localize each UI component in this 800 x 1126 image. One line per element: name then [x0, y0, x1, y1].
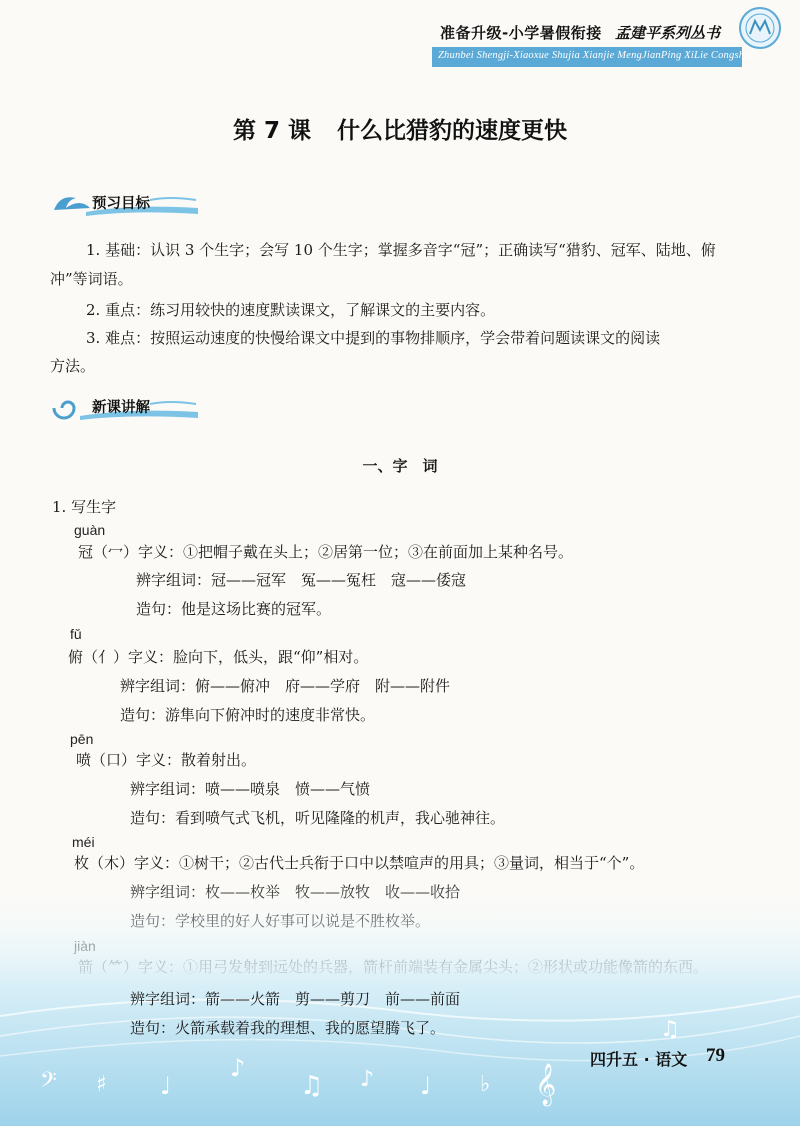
preview-item-1-line2: 冲”等词语。: [50, 270, 133, 288]
char-sentence: 造句：游隼向下俯冲时的速度非常快。: [120, 706, 376, 724]
new-lesson-label: 新课讲解: [92, 400, 150, 416]
char-definition: 俯（亻）字义：脸向下，低头，跟“仰”相对。: [68, 648, 369, 666]
char-definition: 冠（冖）字义：①把帽子戴在头上；②居第一位；③在前面加上某种名号。: [78, 543, 574, 561]
svg-text:♯: ♯: [96, 1072, 107, 1097]
char-definition: 喷（口）字义：散着射出。: [76, 751, 257, 769]
preview-goals-label: 预习目标: [92, 196, 150, 212]
svg-text:♭: ♭: [480, 1072, 491, 1097]
svg-text:♩: ♩: [420, 1072, 432, 1100]
char-pinyin: fǔ: [70, 626, 82, 642]
sub-title: 1. 写生字: [52, 498, 117, 516]
svg-text:𝄢: 𝄢: [40, 1068, 57, 1098]
char-pinyin: pēn: [70, 731, 94, 747]
preview-item-2: 2. 重点：练习用较快的速度默读课文，了解课文的主要内容。: [86, 301, 496, 319]
book-series: 孟建平系列丛书: [615, 24, 721, 42]
svg-text:♪: ♪: [360, 1067, 375, 1092]
preview-item-3-line1: 3. 难点：按照运动速度的快慢给课文中提到的事物排顺序，学会带着问题读课文的阅读: [86, 329, 661, 347]
lesson-number: 第 7 课: [232, 118, 312, 144]
svg-text:♫: ♫: [300, 1071, 324, 1101]
preview-item-3-line2: 方法。: [50, 357, 96, 375]
char-sentence: 造句：看到喷气式飞机，听见隆隆的机声，我心驰神往。: [130, 809, 506, 827]
svg-text:𝄞: 𝄞: [535, 1064, 557, 1105]
char-word-groups: 辨字组词：俯——俯冲 府——学府 附——附件: [120, 677, 451, 695]
char-pinyin: méi: [72, 834, 95, 850]
char-pinyin: guàn: [74, 522, 106, 538]
header-pinyin: Zhunbei Shengji-Xiaoxue Shujia Xianjie MengJianPing XiLie Congshu: [438, 50, 750, 61]
svg-text:♫: ♫: [660, 1017, 680, 1042]
char-word-groups: 辨字组词：喷——喷泉 愤——气愤: [130, 780, 371, 798]
school-logo-icon: [738, 6, 782, 50]
char-sentence: 造句：火箭承载着我的理想、我的愿望腾飞了。: [130, 1019, 446, 1037]
page-number: 79: [706, 1045, 725, 1066]
page-header: [0, 0, 800, 72]
lesson-name: 什么比猎豹的速度更快: [337, 118, 568, 144]
lesson-title: [0, 112, 800, 145]
char-word-groups: 辨字组词：箭——火箭 剪——剪刀 前——前面: [130, 990, 461, 1008]
preview-item-1-line1: 1. 基础：认识 3 个生字；会写 10 个生字；掌握多音字“冠”；正确读写“猎豹、冠军、陆地、俯: [86, 241, 716, 259]
svg-text:♪: ♪: [230, 1054, 246, 1082]
char-sentence: 造句：他是这场比赛的冠军。: [136, 600, 332, 618]
book-title: 准备升级-小学暑假衔接: [440, 24, 602, 42]
grade-subject-label: 四升五 · 语文: [590, 1050, 688, 1069]
char-word-groups: 辨字组词：冠——冠军 冤——冤枉 寇——倭寇: [136, 571, 467, 589]
char-definition: 枚（木）字义：①树干；②古代士兵衔于口中以禁喧声的用具；③量词，相当于“个”。: [74, 854, 645, 872]
section-title: 一、字 词: [362, 457, 438, 475]
svg-text:♩: ♩: [160, 1072, 172, 1100]
